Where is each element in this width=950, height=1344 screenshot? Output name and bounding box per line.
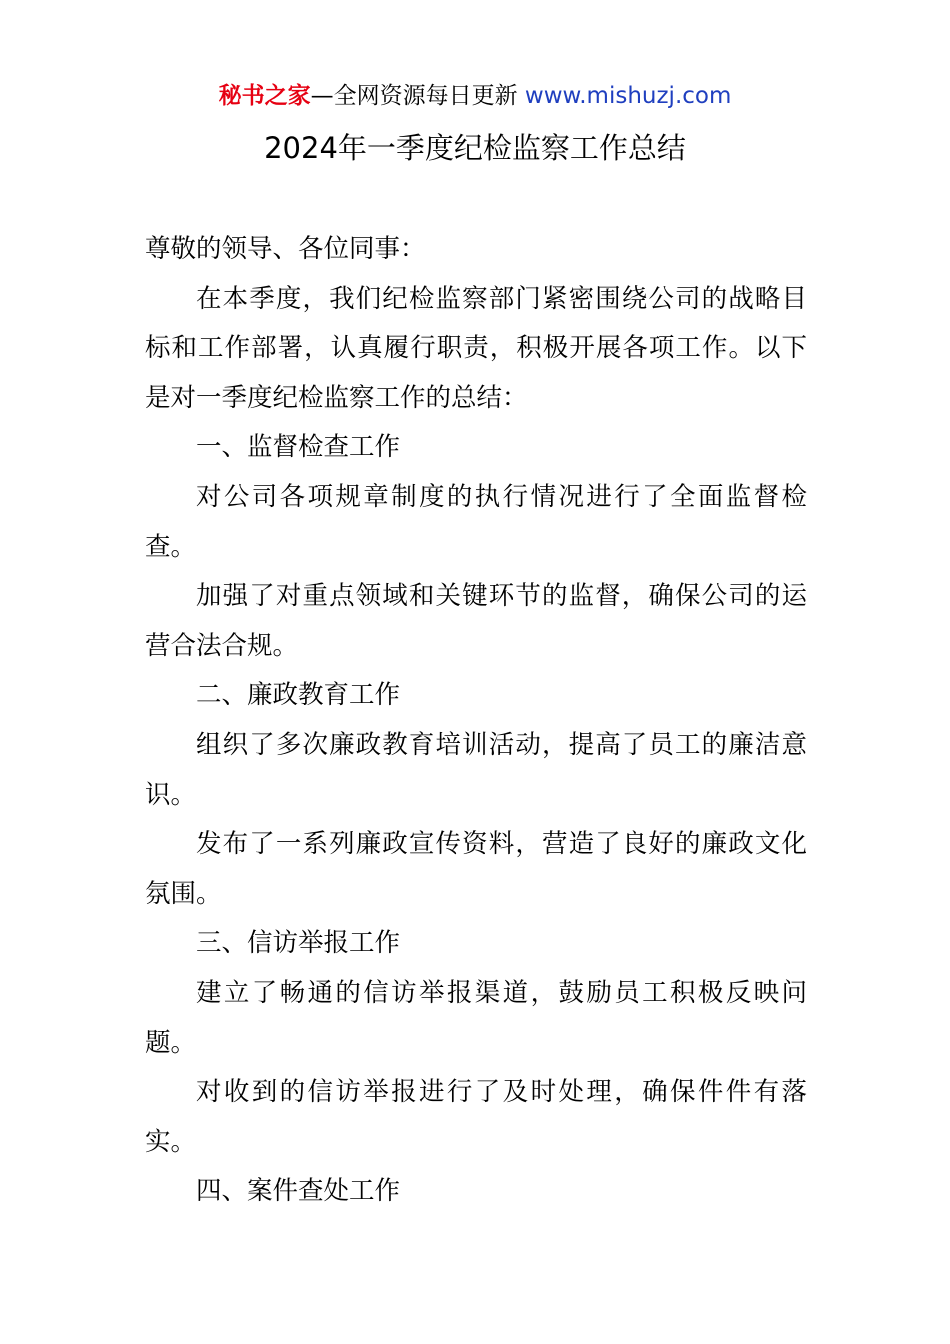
section-heading-petitions: 三、信访举报工作 xyxy=(196,928,401,959)
banner-tagline: —全网资源每日更新 xyxy=(310,83,518,109)
site-url-link[interactable]: www.mishuzj.com xyxy=(524,83,732,109)
section-heading-supervision: 一、监督检查工作 xyxy=(196,432,401,463)
brand-name: 秘书之家 xyxy=(218,83,311,109)
body-paragraph: 加强了对重点领域和关键环节的监督，确保公司的运营合法合规。 xyxy=(145,581,807,661)
body-paragraph: 发布了一系列廉政宣传资料，营造了良好的廉政文化氛围。 xyxy=(145,829,807,909)
document-body xyxy=(145,225,807,1217)
section-heading-integrity-education: 二、廉政教育工作 xyxy=(196,680,401,711)
intro-paragraph: 在本季度，我们纪检监察部门紧密围绕公司的战略目标和工作部署，认真履行职责，积极开展各项工作。以下是对一季度纪检监察工作的总结： xyxy=(145,283,807,413)
document-title: 2024年一季度纪检监察工作总结 xyxy=(264,131,686,165)
body-paragraph: 对公司各项规章制度的执行情况进行了全面监督检查。 xyxy=(145,481,807,562)
salutation: 尊敬的领导、各位同事： xyxy=(145,234,426,264)
site-banner xyxy=(0,80,950,112)
body-paragraph: 组织了多次廉政教育培训活动，提高了员工的廉洁意识。 xyxy=(145,729,807,810)
body-paragraph: 建立了畅通的信访举报渠道，鼓励员工积极反映问题。 xyxy=(145,977,807,1058)
section-heading-case-handling: 四、案件查处工作 xyxy=(196,1176,401,1207)
body-paragraph: 对收到的信访举报进行了及时处理，确保件件有落实。 xyxy=(145,1077,807,1157)
